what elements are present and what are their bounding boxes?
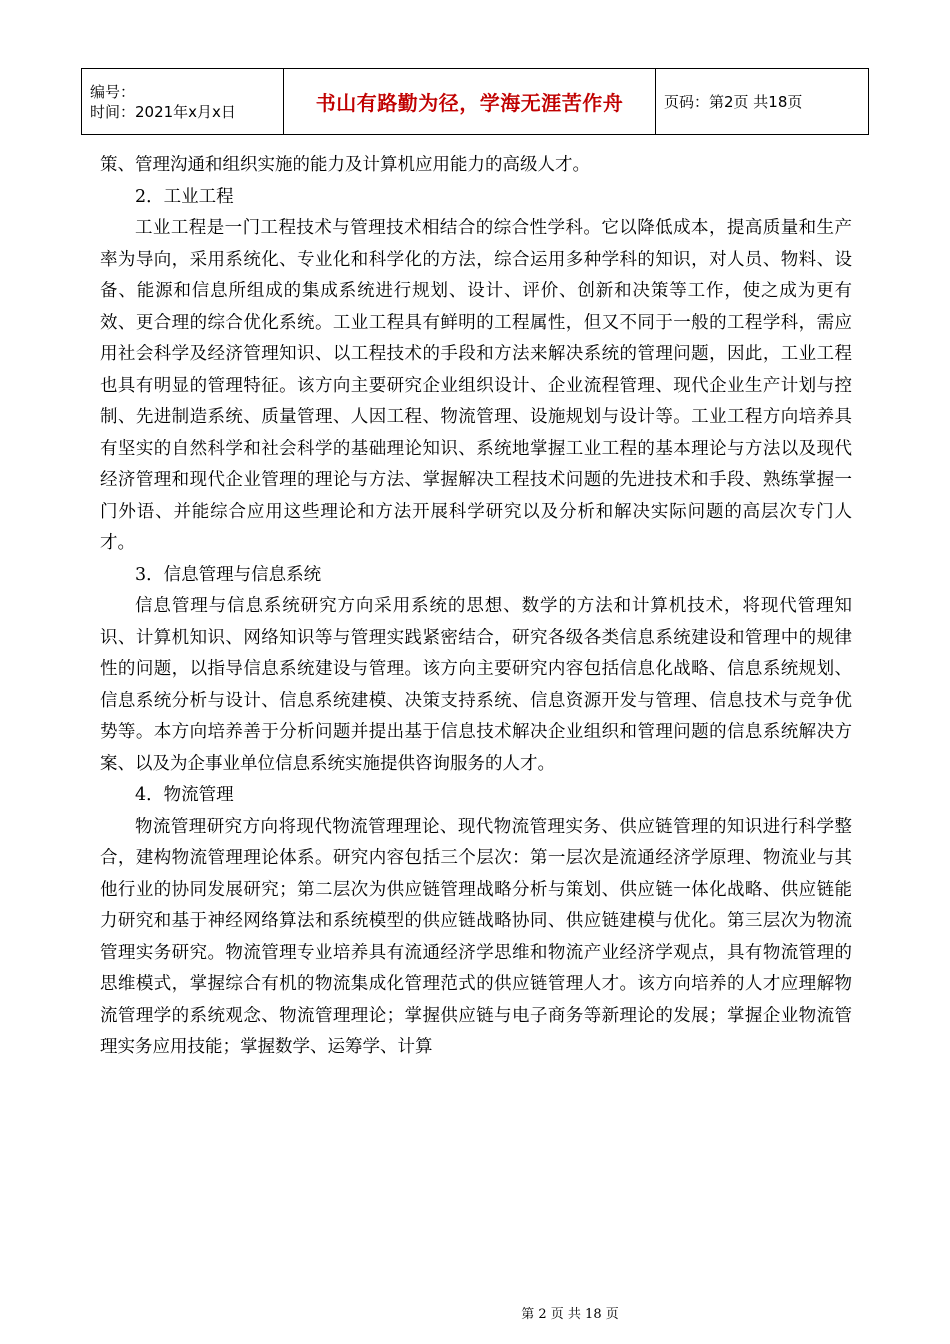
page-header <box>81 68 869 135</box>
document-body <box>100 150 852 1064</box>
page-footer <box>0 1303 950 1322</box>
document-date: 时间：2021年x月x日 <box>90 102 236 121</box>
section-heading-logistics: 4．物流管理 <box>135 785 234 805</box>
paragraph-information-systems: 信息管理与信息系统研究方向采用系统的思想、数学的方法和计算机技术，将现代管理知识、计算机知识、网络知识等与管理实践紧密结合，研究各级各类信息系统建设和管理中的规律性的问题，以指导信息系统建设与管理。该方向主要研究内容包括信息化战略、信息系统规划、信息系统分析与设计、信息系统建模、决策支持系统、信息资源开发与管理、信息技术与竞争优势等。本方向培养善于分析问题并提出基于信息技术解决企业组织和管理问题的信息系统解决方案、以及为企事业单位信息系统实施提供咨询服务的人才。 <box>100 596 852 774</box>
paragraph-logistics: 物流管理研究方向将现代物流管理理论、现代物流管理实务、供应链管理的知识进行科学整合，建构物流管理理论体系。研究内容包括三个层次：第一层次是流通经济学原理、物流业与其他行业的协同发展研究；第二层次为供应链管理战略分析与策划、供应链一体化战略、供应链能力研究和基于神经网络算法和系统模型的供应链战略协同、供应链建模与优化。第三层次为物流管理实务研究。物流管理专业培养具有流通经济学思维和物流产业经济学观点，具有物流管理的思维模式，掌握综合有机的物流集成化管理范式的供应链管理人才。该方向培养的人才应理解物流管理学的系统观念、物流管理理论；掌握供应链与电子商务等新理论的发展；掌握企业物流管理实务应用技能；掌握数学、运筹学、计算 <box>100 816 852 1057</box>
section-heading-industrial-engineering: 2．工业工程 <box>135 186 234 207</box>
section-heading-information-systems: 3．信息管理与信息系统 <box>135 564 322 585</box>
header-motto: 书山有路勤为径，学海无涯苦作舟 <box>284 69 656 135</box>
paragraph-continuation: 策、管理沟通和组织实施的能力及计算机应用能力的高级人才。 <box>100 155 590 175</box>
document-number-label: 编号： <box>90 82 136 101</box>
footer-page-number: 第 2 页 共 18 页 <box>521 1307 619 1322</box>
header-page-info: 页码：第2页 共18页 <box>656 69 869 135</box>
header-meta-cell <box>82 69 284 135</box>
paragraph-industrial-engineering: 工业工程是一门工程技术与管理技术相结合的综合性学科。它以降低成本，提高质量和生产率为导向，采用系统化、专业化和科学化的方法，综合运用多种学科的知识，对人员、物料、设备、能源和信息所组成的集成系统进行规划、设计、评价、创新和决策等工作，使之成为更有效、更合理的综合优化系统。工业工程具有鲜明的工程属性，但又不同于一般的工程学科，需应用社会科学及经济管理知识、以工程技术的手段和方法来解决系统的管理问题，因此，工业工程也具有明显的管理特征。该方向主要研究企业组织设计、企业流程管理、现代企业生产计划与控制、先进制造系统、质量管理、人因工程、物流管理、设施规划与设计等。工业工程方向培养具有坚实的自然科学和社会科学的基础理论知识、系统地掌握工业工程的基本理论与方法以及现代经济管理和现代企业管理的理论与方法、掌握解决工程技术问题的先进技术和手段、熟练掌握一门外语、并能综合应用这些理论和方法开展科学研究以及分析和解决实际问题的高层次专门人才。 <box>100 218 852 553</box>
